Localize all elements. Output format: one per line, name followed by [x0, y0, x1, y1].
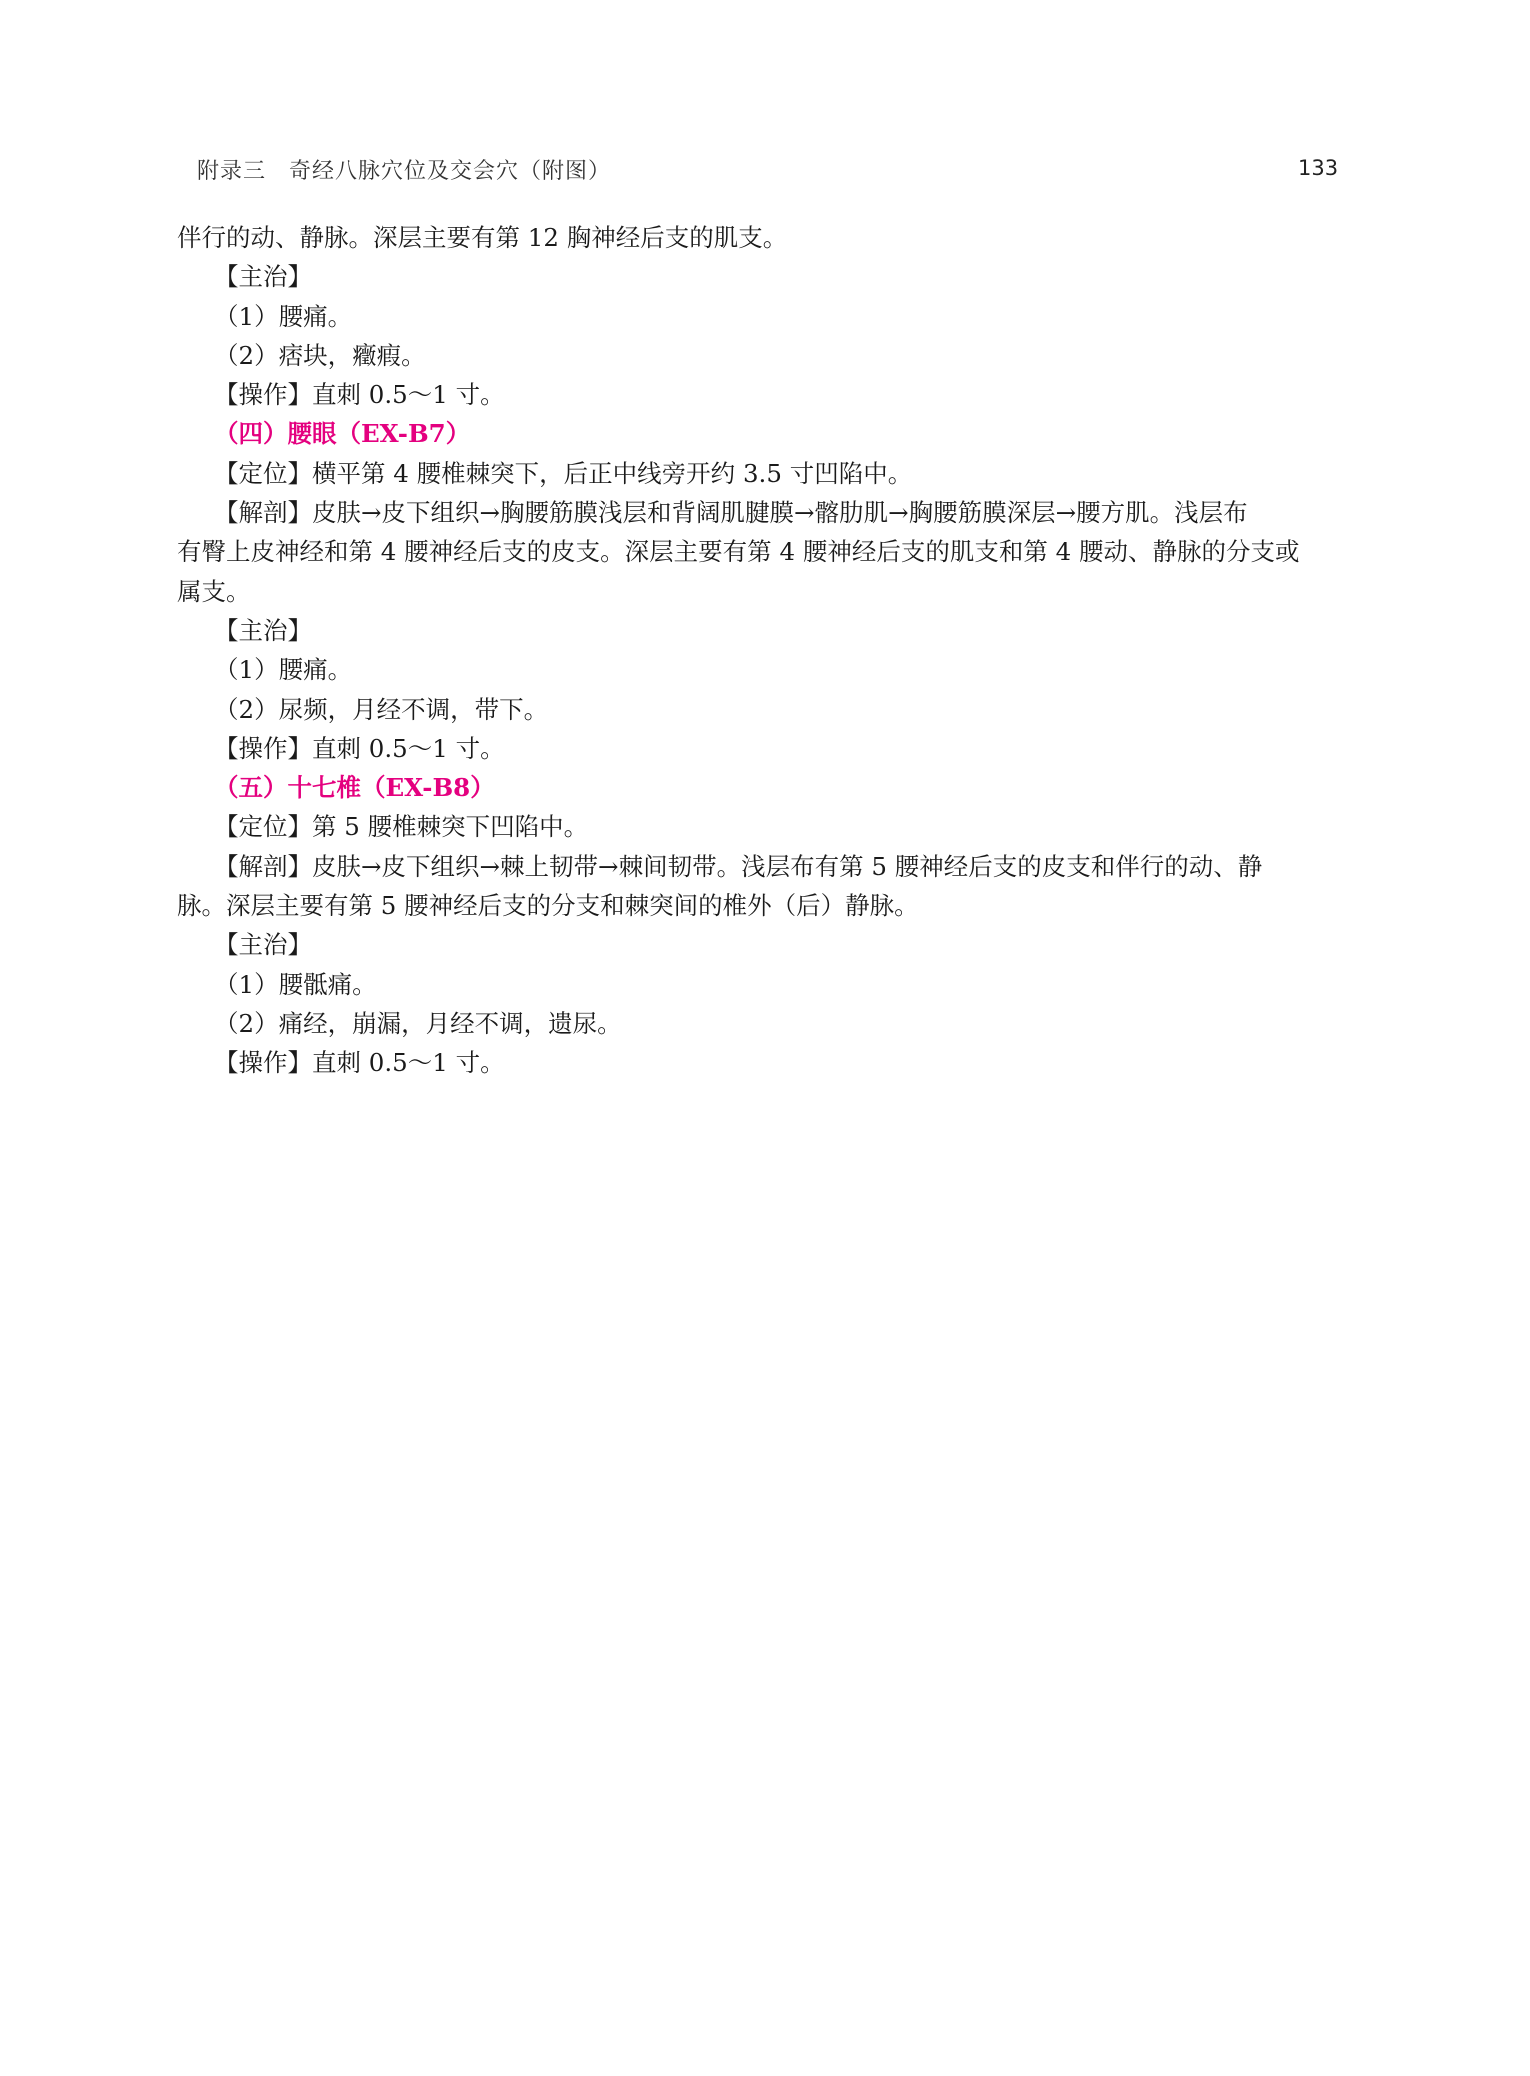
- text-line: 【定位】第 5 腰椎棘突下凹陷中。: [214, 812, 589, 842]
- text-line: （1）腰骶痛。: [214, 969, 377, 999]
- text-line: （2）痞块，癥瘕。: [214, 340, 426, 370]
- text-line: （1）腰痛。: [214, 655, 353, 685]
- text-line: 【定位】横平第 4 腰椎棘突下，后正中线旁开约 3.5 寸凹陷中。: [214, 458, 913, 488]
- text-line: 【操作】直刺 0.5～1 寸。: [214, 1048, 505, 1078]
- text-line: 有臀上皮神经和第 4 腰神经后支的皮支。深层主要有第 4 腰神经后支的肌支和第 4 腰动、静脉的分支或: [177, 537, 1300, 567]
- running-header: 附录三 奇经八脉穴位及交会穴（附图）: [197, 159, 612, 184]
- text-line: （1）腰痛。: [214, 301, 353, 331]
- text-line: 【操作】直刺 0.5～1 寸。: [214, 733, 505, 763]
- section-label-indications: 【主治】: [214, 262, 312, 292]
- text-line: 【解剖】皮肤→皮下组织→棘上韧带→棘间韧带。浅层布有第 5 腰神经后支的皮支和伴行的动、静: [214, 851, 1263, 881]
- section-label-indications: 【主治】: [214, 615, 312, 645]
- body-text: [177, 218, 1357, 1083]
- text-line: 属支。: [177, 576, 251, 606]
- point-heading-shiqizhui: （五）十七椎（EX-B8）: [214, 773, 495, 803]
- text-line: （2）痛经，崩漏，月经不调，遗尿。: [214, 1008, 622, 1038]
- text-line: 伴行的动、静脉。深层主要有第 12 胸神经后支的肌支。: [177, 223, 788, 252]
- text-line: 脉。深层主要有第 5 腰神经后支的分支和棘突间的椎外（后）静脉。: [177, 891, 919, 921]
- section-label-indications: 【主治】: [214, 930, 312, 960]
- text-line: 【解剖】皮肤→皮下组织→胸腰筋膜浅层和背阔肌腱膜→髂肋肌→胸腰筋膜深层→腰方肌。浅层布: [214, 498, 1248, 528]
- point-heading-yaoyan: （四）腰眼（EX-B7）: [214, 419, 471, 449]
- page-number: 133: [1298, 156, 1339, 180]
- text-line: （2）尿频，月经不调，带下。: [214, 694, 549, 724]
- text-line: 【操作】直刺 0.5～1 寸。: [214, 380, 505, 410]
